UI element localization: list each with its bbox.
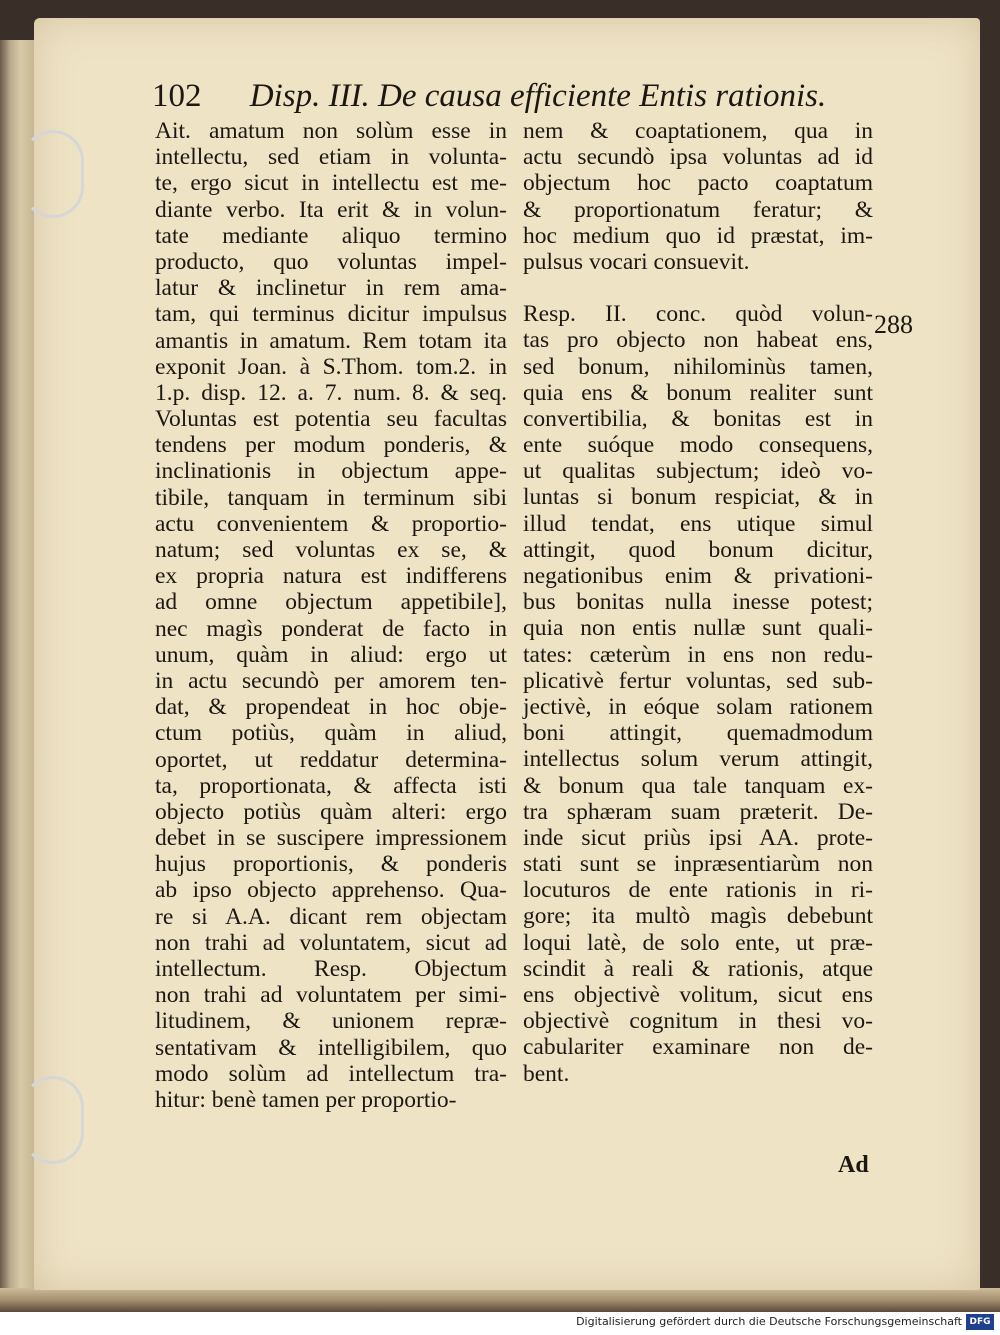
text-line: objectum hoc pacto coaptatum [523,170,873,197]
text-line: jectivè, in eóque solam rationem [523,693,873,720]
text-line: tas pro objecto non habeat ens, [523,327,873,354]
text-line: bent. [523,1060,570,1087]
text-line: hitur: benè tamen per proportio- [155,1086,457,1113]
text-line: te, ergo sicut in intellectu est me- [155,170,507,197]
text-line: Voluntas est potentia seu facultas [155,406,507,433]
text-line: cabulariter examinare non de- [523,1034,873,1061]
text-line: non trahi ad voluntatem per simi- [155,982,507,1009]
text-line: unum, quàm in aliud: ergo ut [155,641,507,668]
text-line: plicativè fertur voluntas, sed sub- [523,667,873,694]
text-line: luntas si bonum respiciat, & in [523,484,873,511]
text-line: locuturos de ente rationis in ri- [523,877,873,904]
text-line: quia non entis nullæ sunt quali- [523,615,873,642]
text-line: tam, qui terminus dicitur impulsus [155,301,507,328]
text-line: in actu secundò per amorem ten- [155,667,507,694]
book-page-edges-bottom [0,1288,1000,1312]
left-column [155,118,507,1113]
text-line: hoc medium quo id præstat, im- [523,222,873,249]
text-line: tendens per modum ponderis, & [155,432,507,459]
binding-ring-top [22,130,84,218]
text-line: debet in se suscipere impressionem [155,825,507,852]
right-column [523,118,873,1087]
text-line: inde sicut priùs ipsi AA. prote- [523,824,873,851]
text-line: boni attingit, quemadmodum [523,720,873,747]
text-line: ab ipso objecto apprehenso. Qua- [155,877,507,904]
text-line: ad omne objectum appetibile], [155,589,507,616]
text-line: nec magìs ponderat de facto in [155,615,507,642]
text-line: & bonum qua tale tanquam ex- [523,772,873,799]
text-line: tate mediante aliquo termino [155,222,507,249]
running-title: Disp. III. De causa efficiente Entis rationis. [249,78,827,114]
text-line: Resp. II. conc. quòd volun- [523,301,873,328]
text-line: ut qualitas subjectum; ideò vo- [523,458,873,485]
text-line: stati sunt se inpræsentiarùm non [523,851,873,878]
text-line: re si A.A. dicant rem objectam [155,903,507,930]
text-line: oportet, ut reddatur determina- [155,746,507,773]
text-line: intellectus solum verum attingit, [523,746,873,773]
text-line: hujus proportionis, & ponderis [155,851,507,878]
text-line: inclinationis in objectum appe- [155,458,507,485]
right-column-paragraph-2 [523,301,873,1087]
text-line: litudinem, & unionem repræ- [155,1008,507,1035]
text-line: scindit à reali & rationis, atque [523,955,873,982]
text-line: negationibus enim & privationi- [523,563,873,589]
margin-paragraph-number: 288 [874,310,913,339]
binding-ring-bottom [22,1076,84,1164]
paragraph-gap [523,275,873,301]
text-line: attingit, quod bonum dicitur, [523,536,873,563]
text-line: latur & inclinetur in rem ama- [155,275,507,302]
text-line: tates: cæterùm in ens non redu- [523,641,873,668]
text-line: diante verbo. Ita erit & in volun- [155,196,507,223]
digitization-credit: Digitalisierung gefördert durch die Deutsche Forschungsgemeinschaft [576,1315,962,1328]
text-line: & proportionatum feratur; & [523,196,873,223]
dfg-logo: DFG [966,1314,994,1330]
text-line: pulsus vocari consuevit. [523,248,750,275]
text-line: ente suóque modo consequens, [523,432,873,459]
text-line: natum; sed voluntas ex se, & [155,537,507,563]
text-line: nem & coaptationem, qua in [523,118,873,144]
text-line: bus bonitas nulla inesse potest; [523,589,873,616]
footer-bar [0,1312,1000,1335]
text-line: non trahi ad voluntatem, sicut ad [155,929,507,956]
text-line: intellectum. Resp. Objectum [155,956,507,982]
text-line: gore; ita multò magìs debebunt [523,903,873,930]
text-line: modo solùm ad intellectum tra- [155,1060,507,1087]
text-line: ctum potiùs, quàm in aliud, [155,720,507,747]
text-line: illud tendat, ens utique simul [523,510,873,537]
running-head [152,78,827,122]
catchword: Ad [838,1152,869,1178]
text-line: convertibilia, & bonitas est in [523,405,873,432]
text-line: ex propria natura est indifferens [155,563,507,590]
text-line: objectivè cognitum in thesi vo- [523,1008,873,1035]
text-line: sentativam & intelligibilem, quo [155,1034,507,1061]
text-line: dat, & propendeat in hoc obje- [155,694,507,721]
text-line: producto, quo voluntas impel- [155,248,507,275]
page-number: 102 [152,78,202,114]
text-line: amantis in amatum. Rem totam ita [155,327,507,354]
text-line: actu secundò ipsa voluntas ad id [523,144,873,171]
text-line: 1.p. disp. 12. a. 7. num. 8. & seq. [155,379,507,406]
text-line: ens objectivè volitum, sicut ens [523,982,873,1008]
right-column-paragraph-1 [523,118,873,275]
text-line: sed bonum, nihilominùs tamen, [523,353,873,380]
text-line: exponit Joan. à S.Thom. tom.2. in [155,353,507,380]
text-line: loqui latè, de solo ente, ut præ- [523,929,873,956]
text-line: actu convenientem & proportio- [155,510,507,537]
text-line: tra sphæram suam præterit. De- [523,798,873,825]
text-line: quia ens & bonum realiter sunt [523,379,873,406]
text-line: tibile, tanquam in terminum sibi [155,484,507,511]
text-line: Ait. amatum non solùm esse in [155,118,507,144]
text-line: objecto potiùs quàm alteri: ergo [155,798,507,825]
text-line: intellectu, sed etiam in volunta- [155,144,507,171]
text-line: ta, proportionata, & affecta isti [155,772,507,799]
